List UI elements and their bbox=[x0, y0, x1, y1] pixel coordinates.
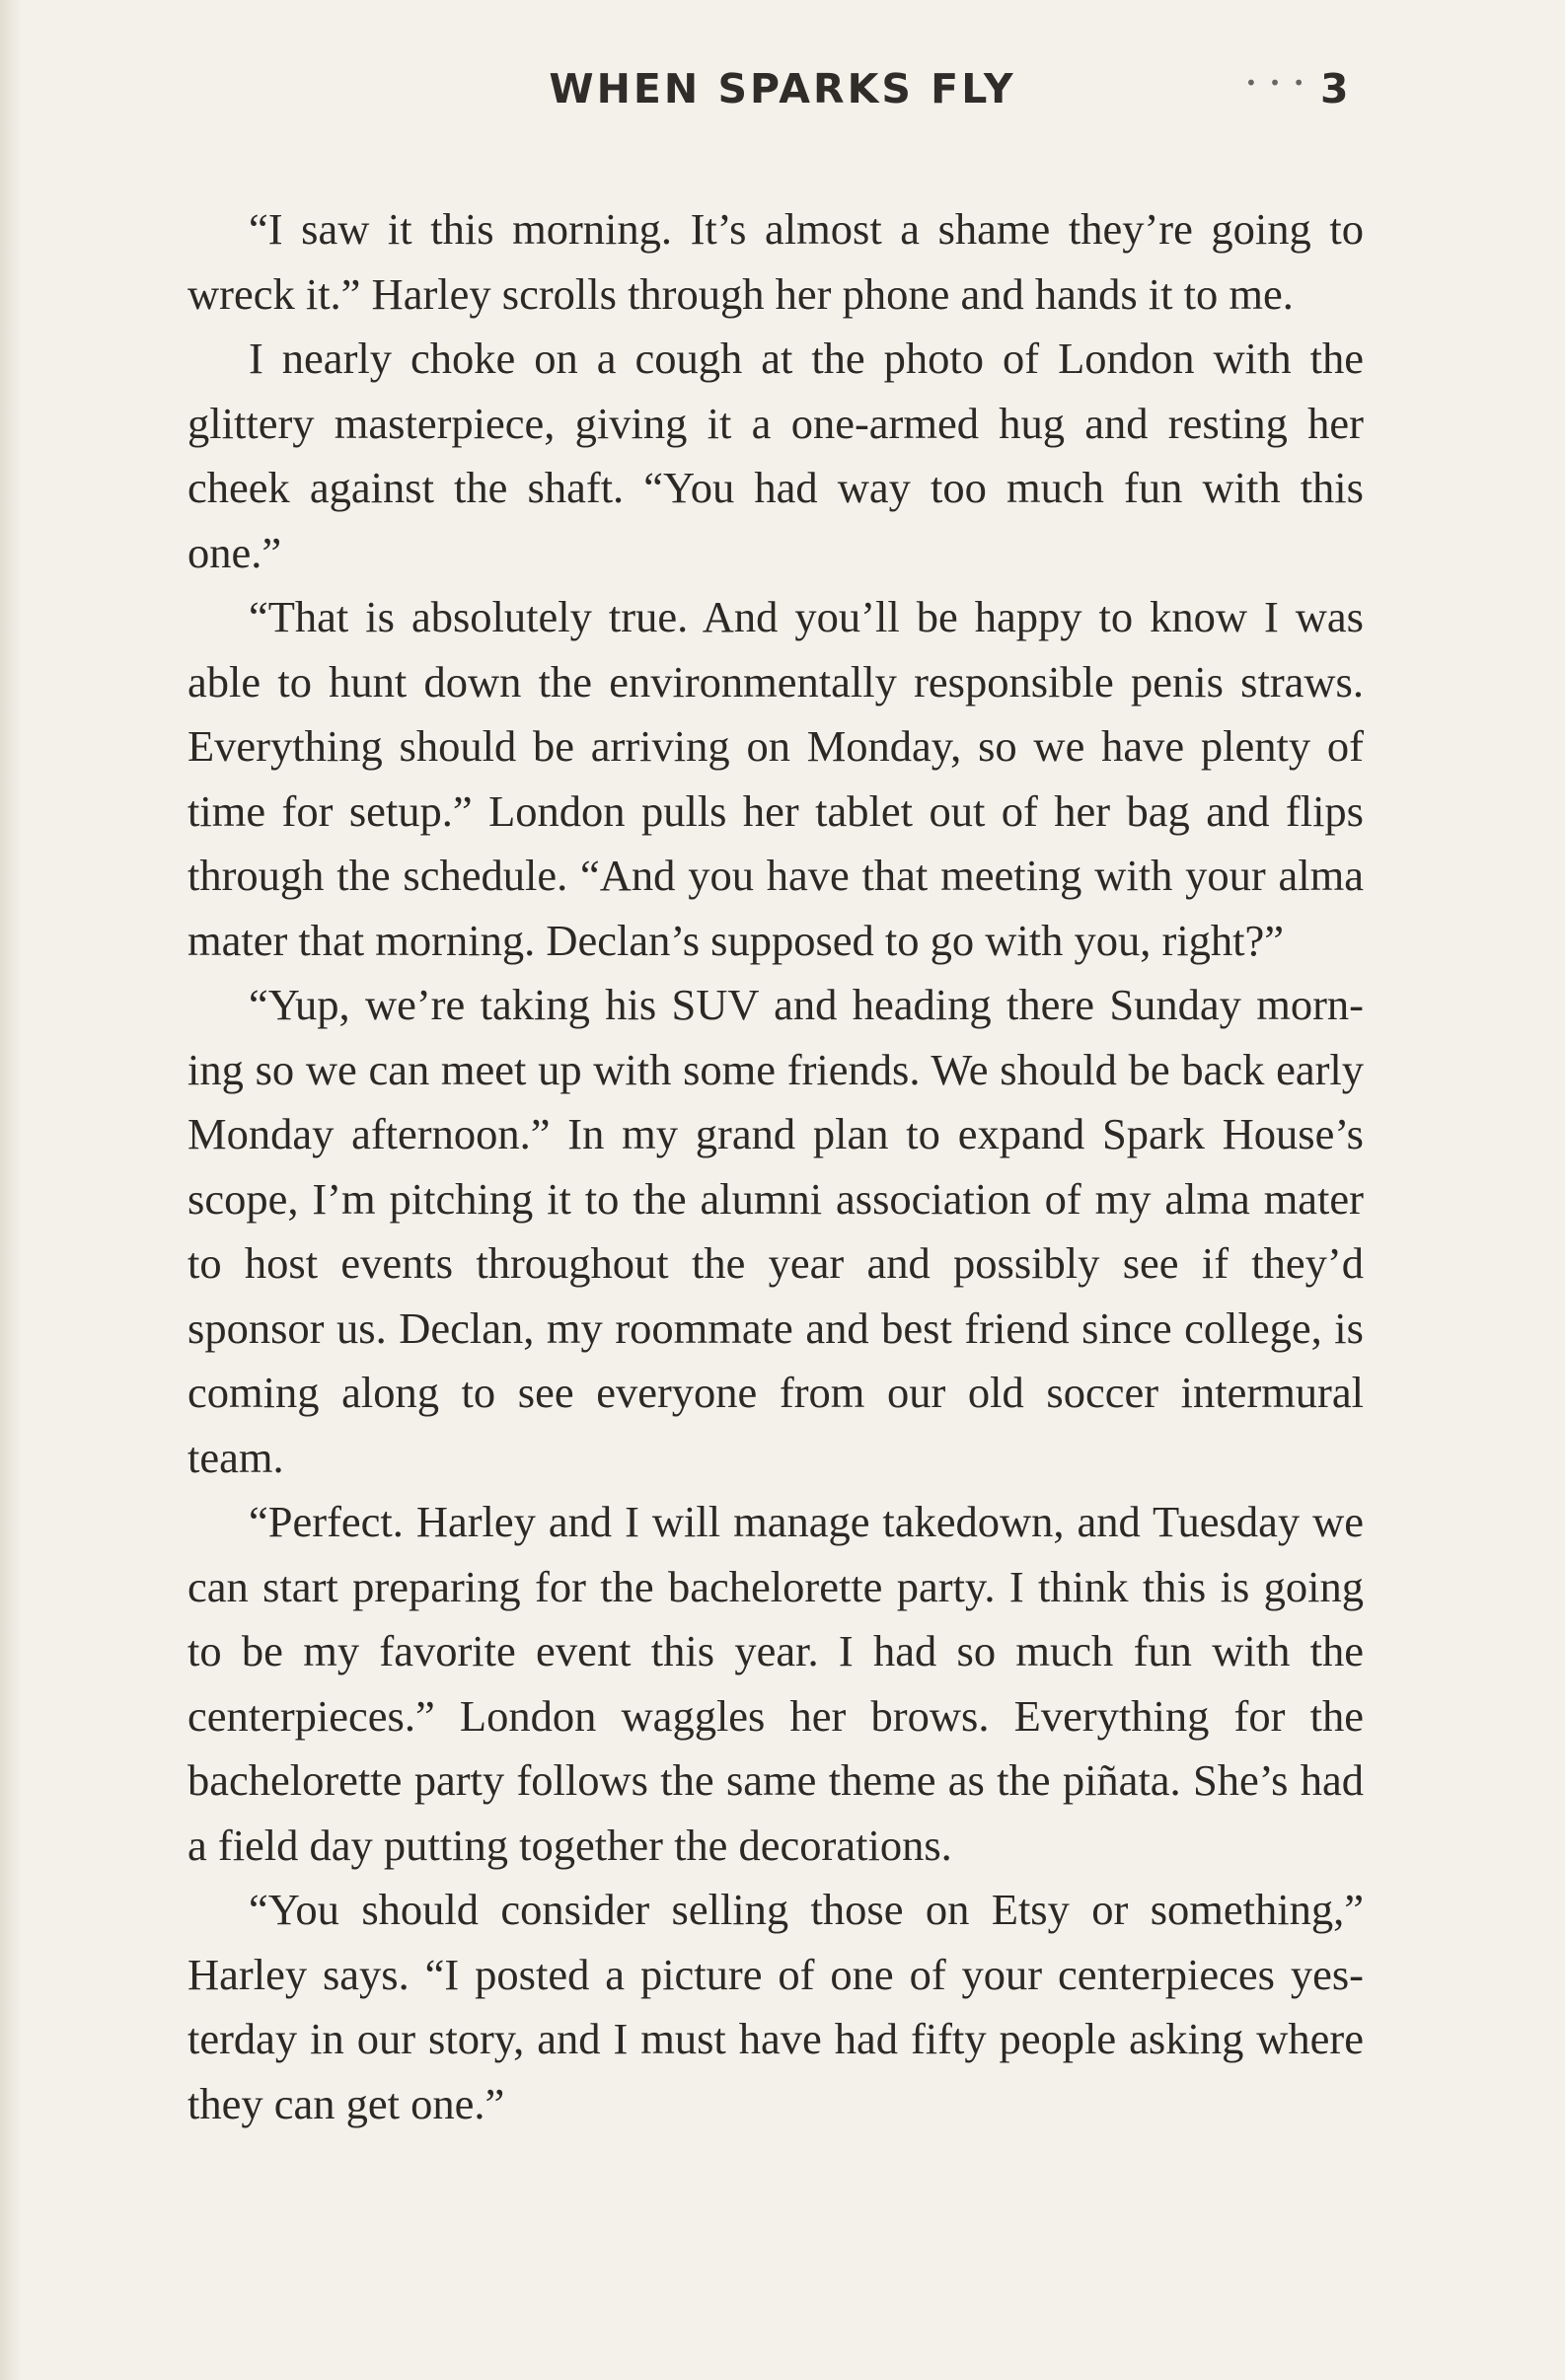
paragraph: I nearly choke on a cough at the photo of London with the glittery masterpiece, giving it a one-armed hug and resting her cheek against the shaft. “You had way too much fun with this one.” bbox=[187, 334, 1364, 577]
paragraph: “Yup, we’re taking his SUV and heading there Sunday morning so we can meet up with some friends. We should be back early Monday afternoon.” In my grand plan to expand Spark House’s scope, I’m pitching it to the alumni association of my alma mater to host events throughout the year and possibly see if they’d sponsor us. Declan, my roommate and best friend since college, is coming along to see everyone from our old soccer intermural team. bbox=[187, 980, 1364, 1482]
page-number: 3 bbox=[1320, 65, 1349, 112]
folio-ornament: • • • bbox=[1245, 71, 1308, 95]
paragraph: “That is absolutely true. And you’ll be happy to know I was able to hunt down the environmentally responsible penis straws. Everything should be arriving on Monday, so we have plenty of time for setup.” London pulls her tablet out of her bag and flips through the schedule. “And you have that meeting with your alma mater that morning. Declan’s supposed to go with you, right?” bbox=[187, 592, 1364, 965]
body-text bbox=[187, 197, 1364, 2136]
paragraph: “You should consider selling those on Etsy or something,” Harley says. “I posted a picture of one of your centerpieces yesterday in our story, and I must have had fifty people asking where they can get one.” bbox=[187, 1885, 1364, 2128]
running-header bbox=[0, 65, 1565, 134]
paragraph: “Perfect. Harley and I will manage takedown, and Tuesday we can start preparing for the bachelorette party. I think this is going to be my favorite event this year. I had so much fun with the centerpieces.” London waggles her brows. Everything for the bachelorette party follows the same theme as the piñata. She’s had a field day putting together the decorations. bbox=[187, 1497, 1364, 1870]
page-edge-shade bbox=[0, 0, 22, 2380]
running-title: WHEN SPARKS FLY bbox=[549, 65, 1016, 112]
paragraph: “I saw it this morning. It’s almost a shame they’re going to wreck it.” Harley scrolls through her phone and hands it to me. bbox=[187, 204, 1364, 319]
